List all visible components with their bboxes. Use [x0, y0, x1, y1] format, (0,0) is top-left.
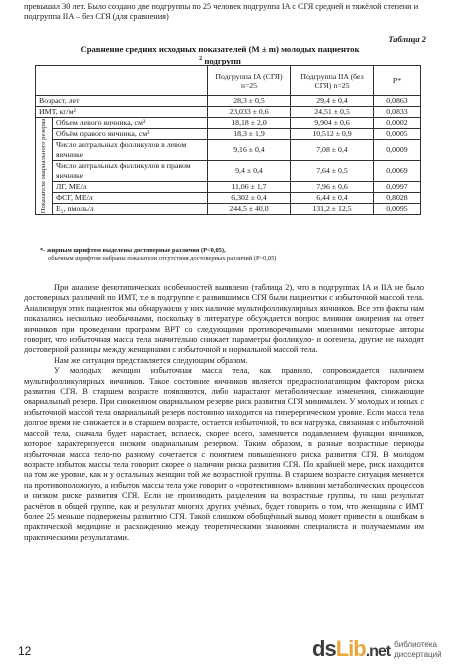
row-value-a: 23,033 ± 0,6 — [208, 107, 291, 118]
header-p: P* — [374, 66, 421, 96]
row-label: ФСГ, МЕ/л — [53, 193, 208, 204]
table-row — [36, 118, 421, 129]
table-row — [36, 129, 421, 140]
row-value-b: 29,4 ± 0,4 — [291, 96, 374, 107]
row-p: 0,8028 — [374, 193, 421, 204]
body-text — [24, 283, 424, 543]
body-paragraph: У молодых женщин избыточная масса тела, как правило, сопровождается наличием мультифолликулярных яичников. Такое состояние яичников является предрасполагающим фактором риска развития СГЯ. В старшем возрасте появляются, либо нарастают метаболические изменения, снижающие овариальный резерв. При сниженном овариальном резерве риск развития СГЯ минимален. У молодых и юных с избыточной массой тела овариальный резерв постоянно находится на гиперергическом уровне. Если масса тела долгое время не снижается и в старшем возрасте, остается избыточной, то вся нагрузка, связанная с избыточной массой тела, сначала будет нарастает, всплеск, скорее всего, заменяется подавлением функции яичников, которое характеризуется низким овариальным резервом. Таким образом, в разные возрастные периоды избыточная масса тело-по разному сочетается с понятием повышенного риска развития СГЯ. В молодом возрасте избыток массы тела говорит скорее о наличии риска развития СГЯ. По крайней мере, риск находится на том же уровне, как и у остальных женщин той же возрастной группы. В старшем возрасте ситуация меняется на противоположную, а избыток массы тела уже говорит о «протективном» влиянии метаболических процессов и низком риске развития СГЯ. Если не производить разделения на возрастные группы, то наш результат расчётов в общей группе, как и результат многих других учёных, будет говорить о том, что женщины с ИМТ более 25 меньше подвержены развитию СГЯ. Такой слишком обобщённый вывод может привести к ошибкам в практической медицине и расхождению между теоретическими знаниями специалиста и получаемыми им практическими результатами. — [24, 366, 424, 542]
watermark-logo-ds: ds — [312, 636, 336, 661]
table-title — [40, 44, 400, 66]
row-label: ЛГ, МЕ/л — [53, 182, 208, 193]
watermark — [312, 636, 450, 662]
header-group-a: Подгруппа IA (СГЯ) n=25 — [208, 66, 291, 96]
row-value-b: 7,08 ± 0,4 — [291, 140, 374, 161]
note-regular: обычным шрифтом набраны показатели отсутствия достоверных различий (P>0,05) — [48, 255, 277, 262]
table-title-line1: Сравнение средних исходных показателей (M ± m) молодых пациенток — [80, 44, 360, 54]
row-label: Возраст, лет — [36, 96, 208, 107]
body-paragraph: При анализе фенотипических особенностей выявлено (таблица 2), что в подгруппах IA и IIA не было достоверных различий по ИМТ, т.е в подгруппе с развившимся СГЯ были пациентки с избыточной массой тела. Анализируя этих пациенток мы обнаружили у них наличие мультифолликулярных яичников. Все эти факты нам показались несколько необычными, поскольку в литературе обсуждается вопрос влияния ожирения на ответ яичников при проведении программ ВРТ со следующими противоречивыми мнениями некоторые авторы говорят, что избыточная масса тела значительно снижает параметры фолликуло- и оогенеза, другие не находят достоверной разницы между женщинами с избыточной и нормальной массой тела. — [24, 283, 424, 355]
row-label: Объем левого яичника, см³ — [53, 118, 208, 129]
row-p: 0,0997 — [374, 182, 421, 193]
row-p: 0,0069 — [374, 161, 421, 182]
note-bold: *- жирным шрифтом выделены достоверные различия (P<0,05), — [40, 247, 226, 254]
row-value-a: 11,06 ± 1,7 — [208, 182, 291, 193]
row-value-b: 7,64 ± 0,5 — [291, 161, 374, 182]
row-value-a: 18,18 ± 2,0 — [208, 118, 291, 129]
header-group-b: Подгруппа IIA (без СГЯ) n=25 — [291, 66, 374, 96]
row-value-a: 18,3 ± 1,9 — [208, 129, 291, 140]
row-value-a: 244,5 ± 40,0 — [208, 204, 291, 215]
row-label: ИМТ, кг/м² — [36, 107, 208, 118]
table-notes — [40, 247, 420, 263]
table-number: Таблица 2 — [388, 34, 426, 44]
row-value-a: 6,302 ± 0,4 — [208, 193, 291, 204]
row-value-b: 7,96 ± 0,6 — [291, 182, 374, 193]
table-row — [36, 96, 421, 107]
row-label: Число антральных фолликулов в левом яичнике — [53, 140, 208, 161]
row-p: 0,0005 — [374, 129, 421, 140]
table-row — [36, 161, 421, 182]
intro-paragraph: превышал 30 лет. Было создано две подгруппы по 25 человек подгруппа IA с СГЯ средней и тяжёлой степени и подгруппа IIA – без СГЯ (для сравнения) — [24, 2, 419, 21]
row-p: 0,0833 — [374, 107, 421, 118]
watermark-logo — [312, 636, 391, 662]
row-p: 0,0009 — [374, 140, 421, 161]
table-title-sup: 2 — [199, 56, 203, 62]
row-label: Объём правого яичника, см³ — [53, 129, 208, 140]
row-p: 0,0002 — [374, 118, 421, 129]
table-row — [36, 204, 421, 215]
comparison-table — [35, 65, 421, 215]
watermark-logo-lib: Lib — [335, 636, 366, 661]
table-title-line2: подгрупп — [202, 55, 241, 66]
watermark-logo-net: .net — [365, 643, 391, 660]
vertical-label: Показатели овариального резерва — [40, 118, 47, 214]
table-row — [36, 140, 421, 161]
row-value-a: 9,4 ± 0,4 — [208, 161, 291, 182]
row-label: E₂, пмоль/л — [53, 204, 208, 215]
table-row — [36, 107, 421, 118]
table-header-row — [36, 66, 421, 96]
watermark-subtitle: библиотека диссертаций — [394, 640, 442, 659]
row-value-a: 9,16 ± 0,4 — [208, 140, 291, 161]
page-number: 12 — [18, 644, 32, 658]
row-value-b: 9,904 ± 0,6 — [291, 118, 374, 129]
body-paragraph: Нам же ситуация представляется следующим образом. — [54, 355, 248, 365]
header-indicator — [36, 66, 208, 96]
vertical-label-cell — [36, 118, 53, 215]
row-value-b: 24,51 ± 0,5 — [291, 107, 374, 118]
row-value-a: 28,3 ± 0,5 — [208, 96, 291, 107]
table-row — [36, 193, 421, 204]
row-value-b: 6,44 ± 0,4 — [291, 193, 374, 204]
row-value-b: 10,512 ± 0,9 — [291, 129, 374, 140]
table-row — [36, 182, 421, 193]
row-p: 0,0095 — [374, 204, 421, 215]
row-label: Число антральных фолликулов в правом яичнике — [53, 161, 208, 182]
row-value-b: 131,2 ± 12,5 — [291, 204, 374, 215]
row-p: 0,0863 — [374, 96, 421, 107]
